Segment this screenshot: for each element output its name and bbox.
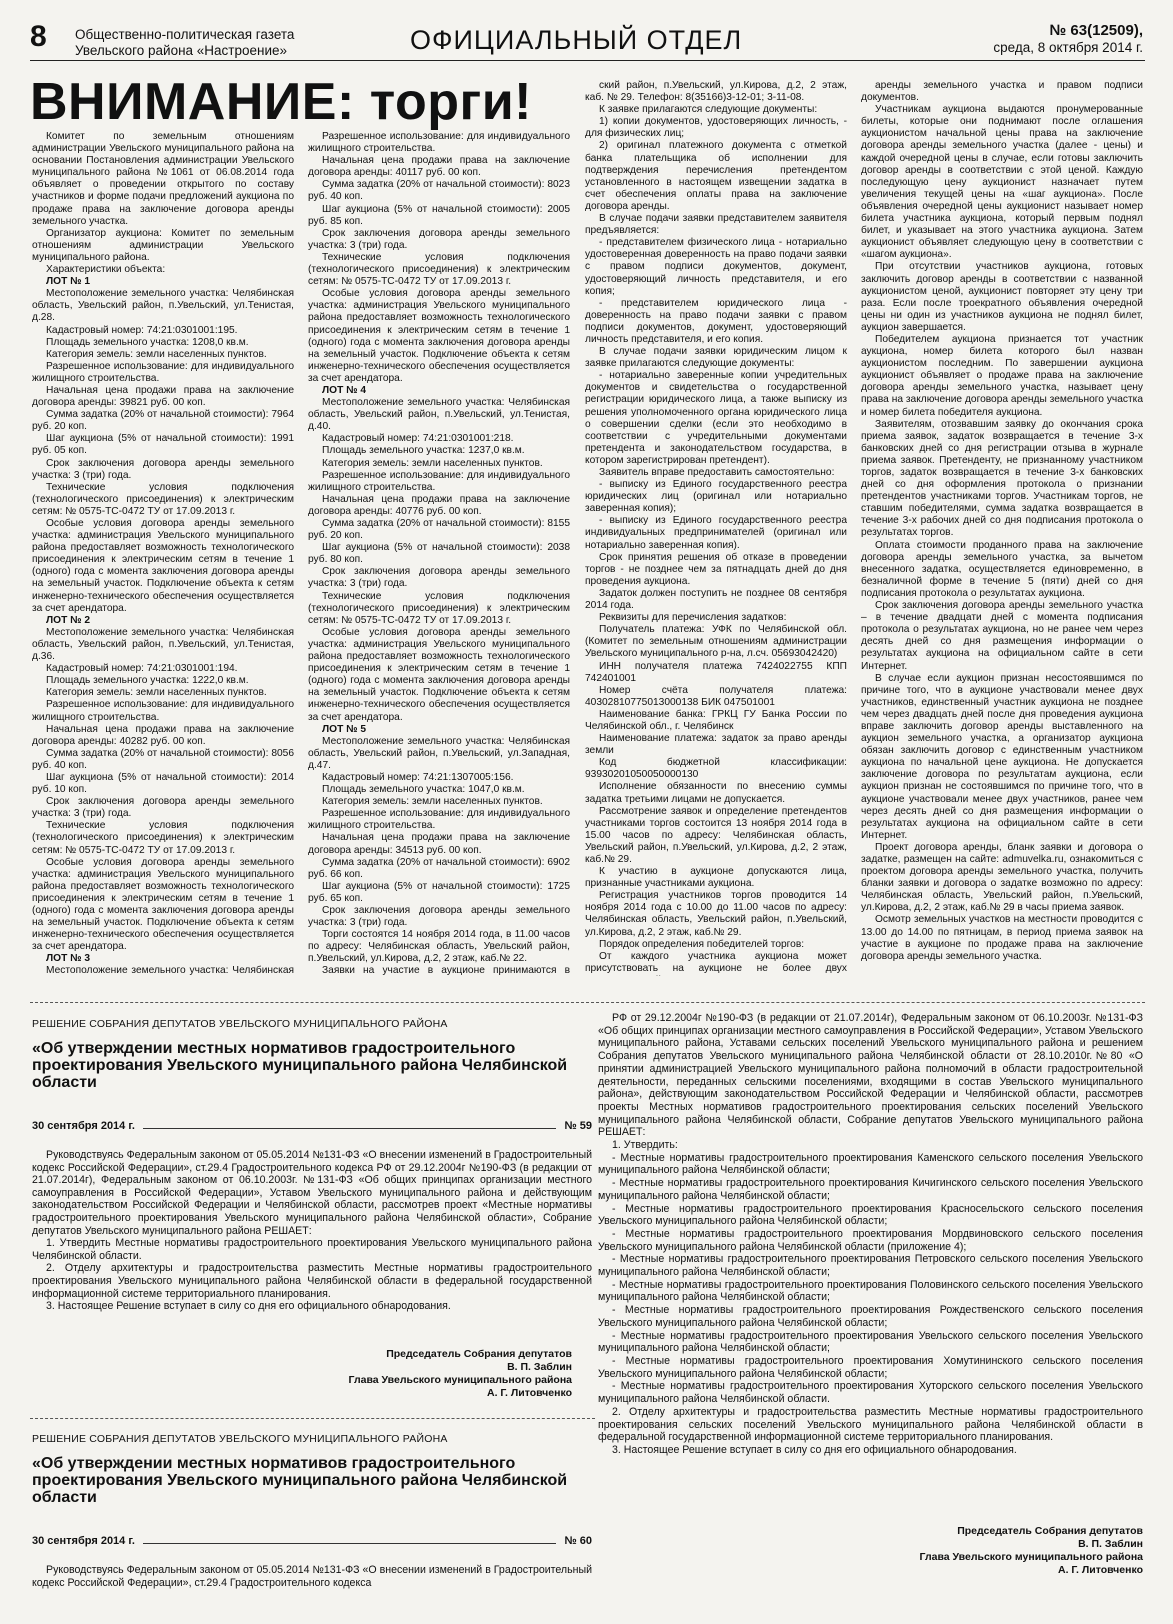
page-number: 8 xyxy=(30,20,47,53)
paragraph: - Местные нормативы градостроительного проектирования Хуторского сельского поселения Увельского муниципального района Челябинской области. xyxy=(598,1380,1143,1406)
paragraph: Местоположение земельного участка: Челябинская xyxy=(46,965,294,976)
paragraph: ский район, п.Увельский, ул.Кирова, д.2, 2 этаж, каб. № 29. Телефон: 8(35166)3-12-01; 3-11-08. xyxy=(585,80,847,104)
decision-divider xyxy=(30,1418,595,1419)
paragraph: Технические условия подключения (технологического присоединения) к электрическим сетям: № 0575-ТС-0472 ТУ от 17.09.2013 г. xyxy=(32,481,294,517)
paragraph: 2. Отделу архитектуры и градостроительства разместить Местные нормативы градостроительного проектирования Увельского муниципального района Челябинской области в федеральной государственной информационной системе территориального планирования. xyxy=(32,1262,592,1300)
col1 xyxy=(32,131,294,976)
paragraph: - Местные нормативы градостроительного проектирования Мордвиновского сельского поселения Увельского муниципального района Челябинской области (приложение 4); xyxy=(598,1227,1143,1253)
paragraph: Получатель платежа: УФК по Челябинской обл. (Комитет по земельным отношениям администрации Увельского муниципального р-на, л.сч. 05693042420) xyxy=(585,624,847,660)
paragraph: Разрешенное использование: для индивидуального жилищного строительства. xyxy=(308,131,570,155)
paragraph: аренды земельного участка и правом подписи документов. xyxy=(861,80,1143,104)
paragraph: Кадастровый номер: 74:21:0301001:218. xyxy=(322,433,514,445)
paragraph: В случае подачи заявки юридическим лицом к заявке прилагаются следующие документы: xyxy=(585,346,847,370)
paragraph: Кадастровый номер: 74:21:0301001:194. xyxy=(46,663,238,675)
paragraph: Начальная цена продажи права на заключение договора аренды: 34513 руб. 00 коп. xyxy=(308,832,570,856)
paragraph: Номер счёта получателя платежа: 40302810775013000138 БИК 047501001 xyxy=(585,684,847,708)
paragraph: Рассмотрение заявок и определение претендентов участниками торгов состоится 13 ноября 2014 года в 15.00 часов по адресу: Челябинская область, Увельский район, п.Увельский, ул.Кирова, д.2, 2 этаж, каб.№ 29. xyxy=(585,805,847,865)
paragraph: Категория земель: земли населенных пунктов. xyxy=(46,348,267,360)
paragraph: - Местные нормативы градостроительного проектирования Увельского сельского поселения Увельского муниципального района Челябинской области; xyxy=(598,1329,1143,1355)
paragraph: Площадь земельного участка: 1208,0 кв.м. xyxy=(46,336,249,348)
paragraph: Срок заключения договора аренды земельного участка: 3 (три) года. xyxy=(32,796,294,820)
paragraph: Технические условия подключения (технологического присоединения) к электрическим сетям: № 0575-ТС-0472 ТУ от 17.09.2013 г. xyxy=(32,820,294,856)
decision2-right-body xyxy=(598,1012,1143,1482)
decision2-body xyxy=(32,1564,592,1604)
issue-date: среда, 8 октября 2014 г. xyxy=(993,40,1143,55)
signature-line: В. П. Заблин xyxy=(1078,1538,1143,1550)
paragraph: - представителем юридического лица - доверенность на право подачи заявки с правом подписи документов, документ, удостоверяющий личность представителя, и его копия. xyxy=(585,297,847,345)
decision2-date: 30 сентября 2014 г. xyxy=(32,1535,135,1547)
paragraph: От каждого участника аукциона может присутствовать на аукционе не более двух xyxy=(585,950,847,974)
col3 xyxy=(585,80,847,976)
signature-line: Председатель Собрания депутатов xyxy=(386,1348,572,1360)
paragraph: Регистрация участников торгов проводится 14 ноября 2014 года с 10.00 до 11.00 часов по адресу: Челябинская область, Увельский район, п.Увельский, ул.Кирова, д.2, 2 этаж, каб.№ 29. xyxy=(585,890,847,938)
paragraph: Шаг аукциона (5% от начальной стоимости): 2014 руб. 10 коп. xyxy=(32,771,294,796)
decision2-dateline xyxy=(32,1535,592,1547)
paragraph: Сумма задатка (20% от начальной стоимости): 8155 руб. 20 коп. xyxy=(308,518,570,542)
paragraph: Разрешенное использование: для индивидуального жилищного строительства. xyxy=(308,469,570,493)
paragraph: Срок заключения договора аренды земельного участка: 3 (три) года. xyxy=(308,227,570,251)
paragraph: Участникам аукциона выдаются пронумерованные билеты, которые они поднимают после оглашения аукционистом начальной цены права на заключение договора аренды земельного участка (далее - цены) и каждой очередной цены в случае, если готовы заключить договор аренды в соответствии с этой ценой. Каждую последующую цену аукционист назначает путем увеличения текущей цены на «шаг аукциона». После объявления очередной цены аукционист называет номер билета участника аукциона, который первым поднял билет, и указывает на этого участника аукциона. Затем аукционист объявляет следующую цену в соответствии с «шагом аукциона». xyxy=(861,104,1143,261)
paragraph: Руководствуясь Федеральным законом от 05.05.2014 №131-ФЗ «О внесении изменений в Градостроительный кодекс Российской Федерации», ст.29.4 Градостроительного кодекса xyxy=(32,1564,592,1589)
paragraph: Шаг аукциона (5% от начальной стоимости): 2005 руб. 85 коп. xyxy=(308,203,570,227)
paragraph: Оплата стоимости проданного права на заключение договора аренды земельного участка, за вычетом внесенного задатка, осуществляется единовременно, в безналичной форме в течение 5 (пяти) дней со дня подписания протокола о результатах аукциона. xyxy=(861,539,1143,599)
paragraph: Площадь земельного участка: 1237,0 кв.м. xyxy=(322,445,525,457)
paragraph: Площадь земельного участка: 1047,0 кв.м. xyxy=(322,784,525,796)
paragraph: Сумма задатка (20% от начальной стоимости): 6902 руб. 66 коп. xyxy=(308,856,570,880)
paragraph: Срок заключения договора аренды земельного участка – в течение двадцати дней с момента подписания протокола о результатах аукциона, но не ранее чем через десять дней со дня размещения информации о результатах аукциона на официальном сайте в сети Интернет. xyxy=(861,600,1143,672)
paragraph: Заявитель вправе предоставить самостоятельно: xyxy=(599,467,835,478)
paragraph: - Местные нормативы градостроительного проектирования Половинского сельского поселения Увельского муниципального района Челябинской области; xyxy=(598,1278,1143,1304)
paragraph: ЛОТ № 5 xyxy=(322,723,366,735)
paragraph: Сумма задатка (20% от начальной стоимости): 7964 руб. 20 коп. xyxy=(32,409,294,433)
section-divider xyxy=(30,1002,1145,1003)
paragraph: Площадь земельного участка: 1222,0 кв.м. xyxy=(46,675,249,687)
paragraph: Победителем аукциона признается тот участник аукциона, номер билета которого был назван аукционистом последним. По завершении аукциона аукционист объявляет о продаже права на заключение договора аренды земельного участка, называет цену права на заключение договора аренды земельного участка и номер билета победителя аукциона. xyxy=(861,333,1143,418)
paragraph: Срок заключения договора аренды земельного участка: 3 (три) года. xyxy=(32,457,294,481)
paragraph: Характеристики объекта: xyxy=(46,264,166,276)
decision2-right-signature xyxy=(598,1525,1143,1577)
paragraph: Начальная цена продажи права на заключение договора аренды: 40117 руб. 00 коп. xyxy=(308,155,570,179)
paragraph: - выписку из Единого государственного реестра индивидуальных предпринимателей (оригинал или нотариально заверенная копия). xyxy=(585,515,847,551)
paragraph: ЛОТ № 2 xyxy=(46,614,90,626)
signature-line: А. Г. Литовченко xyxy=(1058,1564,1143,1576)
paragraph: 2. Отделу архитектуры и градостроительства разместить Местные нормативы градостроительного проектирования сельских поселений Увельского муниципального района Челябинской области в федеральной государственной информационной системе территориального планирования. xyxy=(598,1405,1143,1444)
paragraph: - Местные нормативы градостроительного проектирования Хомутининского сельского поселения Увельского муниципального района Челябинской области; xyxy=(598,1354,1143,1380)
col2 xyxy=(308,131,570,976)
paragraph: Код бюджетной классификации: 93930201050050000130 xyxy=(585,757,847,781)
paragraph: Кадастровый номер: 74:21:0301001:195. xyxy=(46,324,238,336)
paragraph: Проект договора аренды, бланк заявки и договора о задатке, размещен на сайте: admuvelka.ru, ознакомиться с проектом договора аренды земельного участка, получить бланки заявки и договора о задатке возможно по адресу: Челябинская область, Увельский район, п.Увельский, ул.Кирова, д.2, 2 этаж, каб.№ 29 в часы приема заявок. xyxy=(861,841,1143,914)
paragraph: 3. Настоящее Решение вступает в силу со дня его официального обнародования. xyxy=(612,1443,1017,1456)
issue-number: № 63(12509), xyxy=(1049,22,1143,39)
paragraph: Сумма задатка (20% от начальной стоимости): 8056 руб. 40 коп. xyxy=(32,747,294,771)
decision1-title: «Об утверждении местных нормативов градостроительного проектирования Увельского муниципального района Челябинской области xyxy=(32,1040,568,1091)
decision1-body xyxy=(32,1149,592,1314)
paragraph: При отсутствии участников аукциона, готовых заключить договор аренды в соответствии с названной аукционистом ценой, аукционист повторяет эту цену три раза. Если после троекратного объявления очередной цены ни один из участников аукциона не поднял билет, аукцион завершается. xyxy=(861,261,1143,333)
paragraph: Технические условия подключения (технологического присоединения) к электрическим сетям: № 0575-ТС-0472 ТУ от 17.09.2013 г. xyxy=(308,590,570,626)
paragraph: Задаток должен поступить не позднее 08 сентября 2014 года. xyxy=(585,587,847,612)
paragraph: - Местные нормативы градостроительного проектирования Кичигинского сельского поселения Увельского муниципального района Челябинской области; xyxy=(598,1177,1143,1202)
paragraph: В случае подачи заявки представителем заявителя предъявляется: xyxy=(585,213,847,237)
paragraph: Порядок определения победителей торгов: xyxy=(599,938,805,950)
paragraph: Наименование платежа: задаток за право аренды земли xyxy=(585,733,847,757)
paragraph: Руководствуясь Федеральным законом от 05.05.2014 №131-ФЗ «О внесении изменений в Градостроительный кодекс Российской Федерации», ст.29.4 Градостроительного кодекса РФ от 29.12.2004г №190-ФЗ (в редакции от 21.07.2014г), Федеральным законом от 06.10.2003г. №131-ФЗ «Об общих принципах организации местного самоуправления в Российской Федерации», Уставом Увельского муниципального района и действующим законодательством Российской Федерации и Челябинской области, рассмотрев проект «Местные нормативы градостроительного проектирования Увельского муниципального района Челябинской области», Собрание депутатов Увельского муниципального района РЕШАЕТ: xyxy=(32,1149,592,1237)
paragraph: Категория земель: земли населенных пунктов. xyxy=(322,457,543,469)
paragraph: Организатор аукциона: Комитет по земельным отношениям администрации Увельского муниципального района. xyxy=(32,227,294,263)
paragraph: 2) оригинал платежного документа с отметкой банка плательщика об исполнении для подтверждения перечисления претендентом установленного в настоящем извещении задатка в счет обеспечения оплаты права на заключение договора аренды. xyxy=(585,140,847,212)
signature-line: В. П. Заблин xyxy=(507,1361,572,1373)
paragraph: Местоположение земельного участка: Челябинская область, Увельский район, п.Увельский, ул.Тенистая, д.40. xyxy=(308,397,570,433)
paragraph: РФ от 29.12.2004г №190-ФЗ (в редакции от 21.07.2014г), Федеральным законом от 06.10.2003г. №131-ФЗ «Об общих принципах организации местного самоуправления в Российской Федерации», Уставом Увельского муниципального района, Уставами сельских поселений Увельского муниципального района и решением Собрания депутатов Увельского муниципального района Челябинской области от 28.10.2010г.№80 «О принятии администрацией Увельского муниципального района полномочий в области градостроительной деятельности, переданных сельскими поселениями, входящими в состав Увельского муниципального района», действующим законодательством Российской Федерации и Челябинской области, рассмотрев проекты Местных нормативов градостроительного проектирования сельских поселений Увельского муниципального района Челябинской области, Собрание депутатов Увельского муниципального района РЕШАЕТ: xyxy=(598,1012,1143,1139)
decision1-dateline xyxy=(32,1120,592,1132)
paper-name xyxy=(75,27,294,59)
paragraph: Шаг аукциона (5% от начальной стоимости): 1991 руб. 05 коп. xyxy=(32,433,294,457)
signature-line: Председатель Собрания депутатов xyxy=(957,1525,1143,1537)
paragraph: Кадастровый номер: 74:21:1307005:156. xyxy=(322,771,514,783)
paragraph: Заявителям, отозвавшим заявку до окончания срока приема заявок, задаток возвращается в течение 3-х банковских дней со дня регистрации отзыва в журнале приема заявок. Претенденту, не признанному участником торгов, задаток возвращается в течение 3-х банковских дней со дня оформления протокола о признании претендентов участниками торгов. Участникам торгов, не ставшим победителями, сумма задатка возвращается в течение 3-х рабочих дней со дня подписания протокола о результатах торгов. xyxy=(861,418,1143,539)
paper-name-line2: Увельского района «Настроение» xyxy=(75,43,288,58)
paragraph: Начальная цена продажи права на заключение договора аренды: 40282 руб. 00 коп. xyxy=(32,723,294,747)
paragraph: Шаг аукциона (5% от начальной стоимости): 1725 руб. 65 коп. xyxy=(308,880,570,904)
paragraph: Разрешенное использование: для индивидуального жилищного строительства. xyxy=(32,699,294,723)
paragraph: Особые условия договора аренды земельного участка: администрация Увельского муниципального района предоставляет возможность технологического присоединения к электрическим сетям в течение 1 (одного) года с момента заключения договора аренды на земельный участок. Подключение объекта к сетям инженерно-технического обеспечения осуществляется за счет арендатора. xyxy=(308,626,570,723)
paragraph: Осмотр земельных участков на местности проводится с 13.00 до 14.00 по пятницам, в период приема заявок на участие в аукционе по продаже права на заключение договора аренды земельного участка. xyxy=(861,914,1143,962)
paragraph: - выписку из Единого государственного реестра юридических лиц (оригинал или нотариально заверенная копия); xyxy=(585,479,847,515)
paragraph: Срок заключения договора аренды земельного участка: 3 (три) года. xyxy=(308,905,570,929)
paragraph: Особые условия договора аренды земельного участка: администрация Увельского муниципального района предоставляет возможность технологического присоединения к электрическим сетям в течение 1 (одного) года с момента заключения договора аренды на земельный участок. Подключение объекта к сетям инженерно-технического обеспечения осуществляется за счет арендатора. xyxy=(308,288,570,384)
paragraph: 1. Утвердить Местные нормативы градостроительного проектирования Увельского муниципального района Челябинской области. xyxy=(32,1237,592,1262)
paragraph: Срок заключения договора аренды земельного участка: 3 (три) года. xyxy=(308,566,570,590)
signature-line: Глава Увельского муниципального района xyxy=(919,1551,1143,1563)
paragraph: В случае если аукцион признан несостоявшимся по причине того, что в аукционе участвовали менее двух участников, единственный участник аукциона не позднее чем через двадцать дней после дня проведения аукциона вправе заключить договор аренды выставленного на аукцион земельного участка, а организатор аукциона обязан заключить договор с единственным участником аукциона по начальной цене аукциона. Не допускается заключение договора по результатам аукциона, если аукцион признан не состоявшимся по причине того, что в аукционе участвовали менее двух участников, ранее чем через десять дней со дня размещения информации о результатах аукциона на официальном сайте в сети Интернет. xyxy=(861,672,1143,841)
paragraph: Местоположение земельного участка: Челябинская область, Увельский район, п.Увельский, ул.Тенистая, д.36. xyxy=(32,626,294,663)
decision1-label: РЕШЕНИЕ СОБРАНИЯ ДЕПУТАТОВ УВЕЛЬСКОГО МУНИЦИПАЛЬНОГО РАЙОНА xyxy=(32,1018,448,1030)
paragraph: ЛОТ № 4 xyxy=(322,384,366,396)
paragraph: - Местные нормативы градостроительного проектирования Петровского сельского поселения Увельского муниципального района Челябинской области; xyxy=(598,1253,1143,1279)
col4 xyxy=(861,80,1143,976)
paragraph: Комитет по земельным отношениям администрации Увельского муниципального района на основании Постановления администрации Увельского муниципального района №1061 от 06.08.2014 года объявляет о проведении открытого по составу участников и форме подачи предложений аукциона по продаже права на заключение договора аренды земельного участка. xyxy=(32,131,294,227)
paragraph: Технические условия подключения (технологического присоединения) к электрическим сетям: № 0575-ТС-0472 ТУ от 17.09.2013 г. xyxy=(308,251,570,288)
paragraph: - Местные нормативы градостроительного проектирования Каменского сельского поселения Увельского муниципального района Челябинской области; xyxy=(598,1151,1143,1177)
decision1-signature xyxy=(32,1348,572,1400)
paragraph: Наименование банка: ГРКЦ ГУ Банка России по Челябинской обл., г. Челябинск xyxy=(585,708,847,732)
paragraph: Категория земель: земли населенных пунктов. xyxy=(322,796,543,808)
paragraph: Торги состоятся 14 ноября 2014 года, в 11.00 часов по адресу: Челябинская область, Увельский район, п.Увельский, ул.Кирова, д.2, 2 этаж, каб.№ 22. xyxy=(308,929,570,965)
paper-name-line1: Общественно-политическая газета xyxy=(75,27,295,42)
paragraph: 1) копии документов, удостоверяющих личность, - для физических лиц; xyxy=(585,116,847,140)
paragraph: 1. Утвердить: xyxy=(612,1139,678,1152)
signature-line: Глава Увельского муниципального района xyxy=(348,1374,572,1386)
decision2-number: № 60 xyxy=(564,1535,592,1547)
decision2-title: «Об утверждении местных нормативов градостроительного проектирования Увельского муниципального района Челябинской области xyxy=(32,1455,568,1506)
paragraph: - Местные нормативы градостроительного проектирования Красносельского сельского поселения Увельского муниципального района Челябинской области; xyxy=(598,1202,1143,1228)
issue-info xyxy=(993,22,1143,56)
paragraph: Шаг аукциона (5% от начальной стоимости): 2038 руб. 80 коп. xyxy=(308,542,570,566)
paragraph: Категория земель: земли населенных пунктов. xyxy=(46,687,267,699)
paragraph: Местоположение земельного участка: Челябинская область, Увельский район, п.Увельский, ул.Западная, д.47. xyxy=(308,735,570,771)
paragraph: Срок принятия решения об отказе в проведении торгов - не позднее чем за пятнадцать дней до дня проведения аукциона. xyxy=(585,551,847,587)
paragraph: К участию в аукционе допускаются лица, признанные участниками аукциона. xyxy=(585,866,847,890)
decision1-number: № 59 xyxy=(564,1120,592,1132)
paragraph: Реквизиты для перечисления задатков: xyxy=(599,612,787,624)
paragraph: Заявки на участие в аукционе принимаются в xyxy=(322,965,570,976)
signature-line: А. Г. Литовченко xyxy=(487,1387,572,1399)
decision2-label: РЕШЕНИЕ СОБРАНИЯ ДЕПУТАТОВ УВЕЛЬСКОГО МУНИЦИПАЛЬНОГО РАЙОНА xyxy=(32,1433,448,1445)
paragraph: Местоположение земельного участка: Челябинская область, Увельский район, п.Увельский, ул.Тенистая, д.28. xyxy=(32,288,294,324)
section-title: ОФИЦИАЛЬНЫЙ ОТДЕЛ xyxy=(410,25,743,55)
headline: ВНИМАНИЕ: торги! xyxy=(30,73,532,131)
paragraph: Разрешенное использование: для индивидуального жилищного строительства. xyxy=(308,808,570,832)
paragraph: Разрешенное использование: для индивидуального жилищного строительства. xyxy=(32,360,294,384)
paragraph: Сумма задатка (20% от начальной стоимости): 8023 руб. 40 коп. xyxy=(308,179,570,203)
paragraph: К заявке прилагаются следующие документы: xyxy=(599,104,818,116)
paragraph: Начальная цена продажи права на заключение договора аренды: 40776 руб. 00 коп. xyxy=(308,493,570,517)
paragraph: - представителем физического лица - нотариально удостоверенная доверенность на право подачи заявки с правом подписи документов, документ, удостоверяющий личность представителя, и его копия; xyxy=(585,237,847,297)
paragraph: Особые условия договора аренды земельного участка: администрация Увельского муниципального района предоставляет возможность технологического присоединения к электрическим сетям в течение 1 (одного) года с момента заключения договора аренды на земельный участок. Подключение объекта к сетям инженерно-технического обеспечения осуществляется за счет арендатора. xyxy=(32,518,294,614)
paragraph: ЛОТ № 3 xyxy=(46,953,90,965)
paragraph: Особые условия договора аренды земельного участка: администрация Увельского муниципального района предоставляет возможность технологического присоединения к электрическим сетям в течение 1 (одного) года с момента заключения договора аренды на земельный участок. Подключение объекта к сетям инженерно-технического обеспечения осуществляется за счет арендатора. xyxy=(32,856,294,953)
paragraph: 3. Настоящее Решение вступает в силу со дня его официального обнародования. xyxy=(46,1300,451,1313)
paragraph: - нотариально заверенные копии учредительных документов и свидетельства о государственной регистрации юридического лица, а также выписку из решения уполномоченного органа юридического лица о совершении сделки (если это необходимо в соответствии с учредительными документами претендента и законодательством государства, в котором зарегистрирован претендент). xyxy=(585,370,847,466)
paragraph: Исполнение обязанности по внесению суммы задатка третьими лицами не допускается. xyxy=(585,781,847,805)
paragraph: Начальная цена продажи права на заключение договора аренды: 39821 руб. 00 коп. xyxy=(32,384,294,409)
paragraph: ЛОТ № 1 xyxy=(46,276,90,288)
decision1-date: 30 сентября 2014 г. xyxy=(32,1120,135,1132)
header-rule xyxy=(30,60,1145,61)
paragraph: - Местные нормативы градостроительного проектирования Рождественского сельского поселения Увельского муниципального района Челябинской области; xyxy=(598,1304,1143,1329)
paragraph: ИНН получателя платежа 7424022755 КПП 742401001 xyxy=(585,660,847,684)
